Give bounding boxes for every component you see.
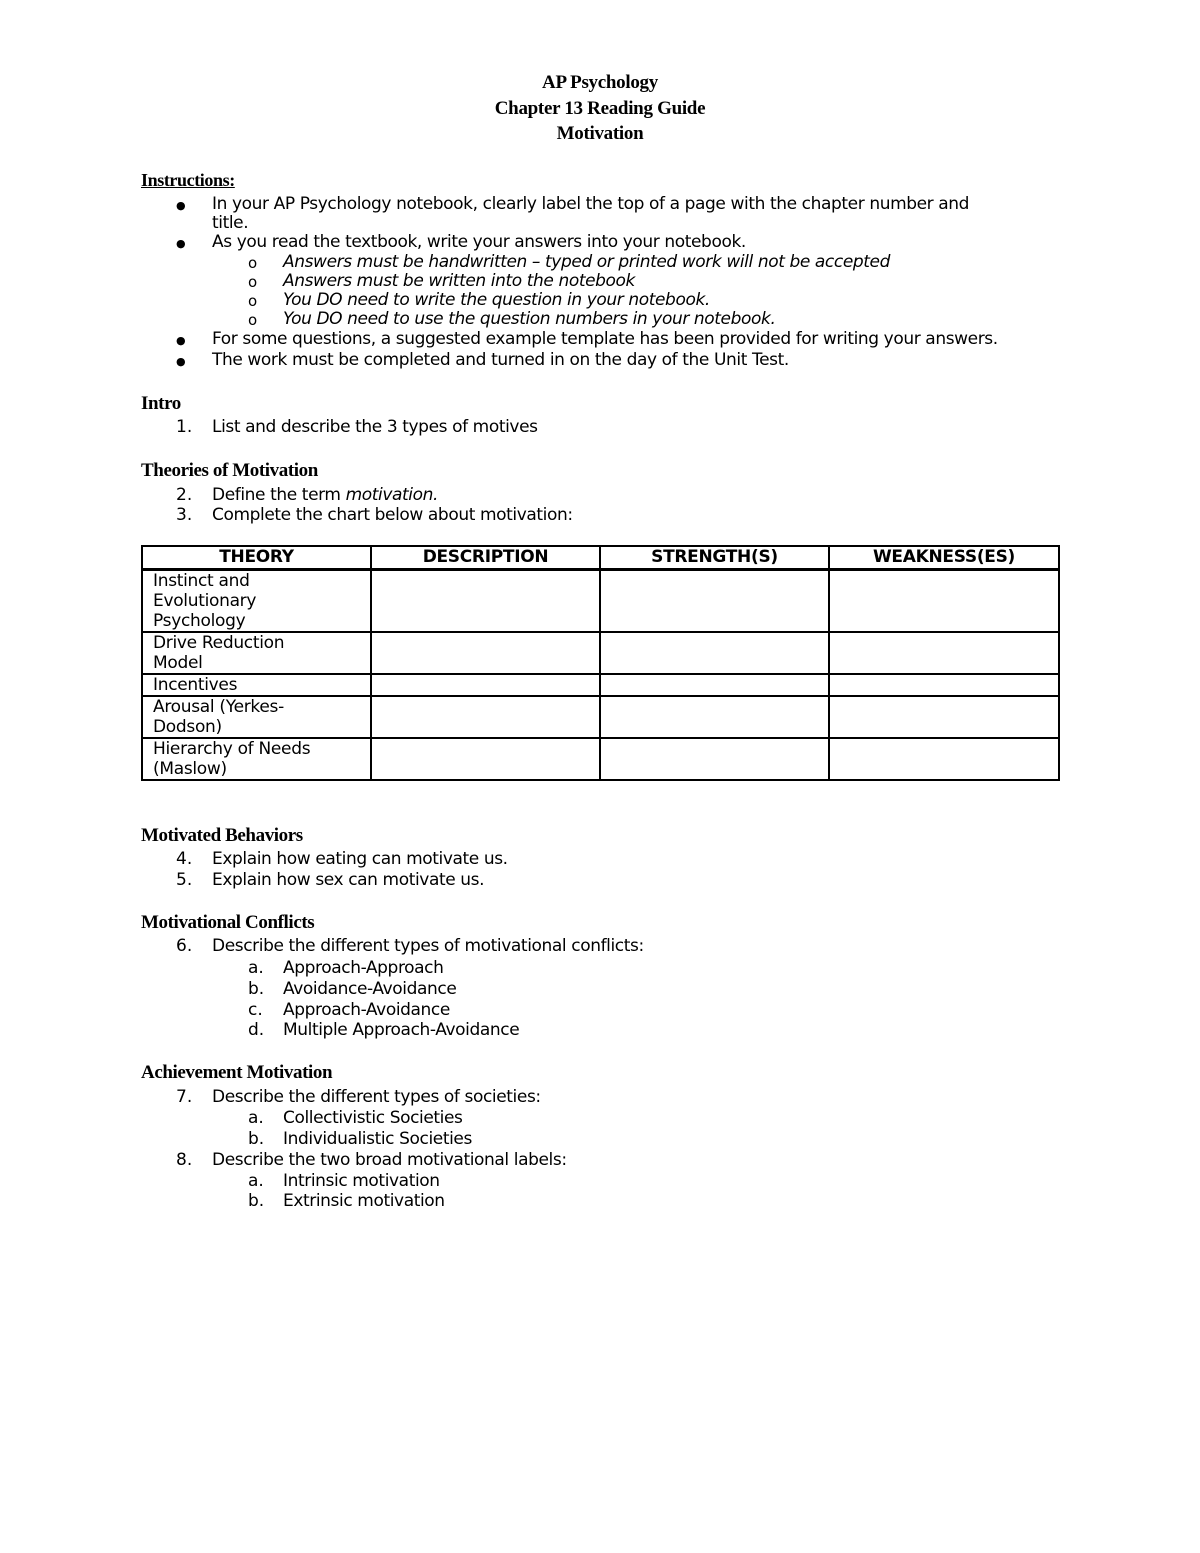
question-number: 1. xyxy=(176,417,193,437)
conflict-item: Avoidance-Avoidance xyxy=(283,979,457,999)
theory-line: Instinct and xyxy=(153,571,250,591)
bullet-icon: ● xyxy=(176,355,186,368)
theory-line: Incentives xyxy=(153,675,238,695)
sub-instruction-3: You DO need to write the question in your notebook. xyxy=(283,290,710,310)
item-letter: a. xyxy=(248,1171,264,1191)
conflict-item: Approach-Approach xyxy=(283,958,444,978)
motivation-theory-chart xyxy=(141,545,1060,781)
blank-cell[interactable] xyxy=(371,696,600,738)
blank-cell[interactable] xyxy=(829,570,1059,633)
table-row xyxy=(142,696,1059,738)
item-letter: d. xyxy=(248,1020,265,1040)
topic-title: Motivation xyxy=(556,123,644,144)
blank-cell[interactable] xyxy=(600,570,829,633)
theory-cell xyxy=(142,570,371,633)
theory-cell xyxy=(142,632,371,674)
theories-heading: Theories of Motivation xyxy=(141,460,318,481)
intro-heading: Intro xyxy=(141,393,181,414)
blank-cell[interactable] xyxy=(829,738,1059,780)
blank-cell[interactable] xyxy=(600,738,829,780)
question-number: 5. xyxy=(176,870,193,890)
blank-cell[interactable] xyxy=(600,696,829,738)
theory-cell xyxy=(142,696,371,738)
question-3: Complete the chart below about motivation: xyxy=(212,505,573,525)
sub-instruction-2: Answers must be written into the notebook xyxy=(283,271,635,291)
item-letter: c. xyxy=(248,1000,263,1020)
table-row xyxy=(142,674,1059,696)
theory-line: Dodson) xyxy=(153,717,222,737)
sub-bullet-icon: o xyxy=(248,273,258,291)
sub-bullet-icon: o xyxy=(248,311,258,329)
sub-bullet-icon: o xyxy=(248,254,258,272)
table-row xyxy=(142,570,1059,633)
header-description: DESCRIPTION xyxy=(371,546,600,570)
question-6: Describe the different types of motivational conflicts: xyxy=(212,936,644,956)
motivation-label-item: Intrinsic motivation xyxy=(283,1171,440,1191)
question-2 xyxy=(212,485,438,505)
question-number: 2. xyxy=(176,485,193,505)
table-row xyxy=(142,738,1059,780)
item-letter: b. xyxy=(248,1191,265,1211)
conflicts-heading: Motivational Conflicts xyxy=(141,912,315,933)
question-7: Describe the different types of societies: xyxy=(212,1087,541,1107)
question-number: 6. xyxy=(176,936,193,956)
theory-line: Psychology xyxy=(153,611,246,631)
theory-line: Evolutionary xyxy=(153,591,257,611)
blank-cell[interactable] xyxy=(600,674,829,696)
sub-instruction-1: Answers must be handwritten – typed or printed work will not be accepted xyxy=(283,252,890,272)
question-number: 3. xyxy=(176,505,193,525)
achievement-heading: Achievement Motivation xyxy=(141,1062,333,1083)
item-letter: b. xyxy=(248,1129,265,1149)
sub-instruction-4: You DO need to use the question numbers in your notebook. xyxy=(283,309,776,329)
motivation-label-item: Extrinsic motivation xyxy=(283,1191,445,1211)
bullet-icon: ● xyxy=(176,237,186,250)
item-letter: a. xyxy=(248,1108,264,1128)
behaviors-heading: Motivated Behaviors xyxy=(141,825,303,846)
theory-line: (Maslow) xyxy=(153,759,227,779)
instruction-1-cont: title. xyxy=(212,213,249,233)
question-8: Describe the two broad motivational labels: xyxy=(212,1150,567,1170)
chapter-title: Chapter 13 Reading Guide xyxy=(494,97,706,119)
question-number: 4. xyxy=(176,849,193,869)
blank-cell[interactable] xyxy=(829,674,1059,696)
instruction-1: In your AP Psychology notebook, clearly label the top of a page with the chapter number and xyxy=(212,194,970,214)
blank-cell[interactable] xyxy=(371,738,600,780)
bullet-icon: ● xyxy=(176,334,186,347)
theory-line: Hierarchy of Needs xyxy=(153,739,311,759)
theory-cell xyxy=(142,674,371,696)
item-letter: a. xyxy=(248,958,264,978)
blank-cell[interactable] xyxy=(371,570,600,633)
title-block xyxy=(0,70,1200,147)
question-number: 7. xyxy=(176,1087,193,1107)
bullet-icon: ● xyxy=(176,199,186,212)
question-4: Explain how eating can motivate us. xyxy=(212,849,508,869)
blank-cell[interactable] xyxy=(371,632,600,674)
theory-cell xyxy=(142,738,371,780)
question-1: List and describe the 3 types of motives xyxy=(212,417,538,437)
instruction-2: As you read the textbook, write your answers into your notebook. xyxy=(212,232,746,252)
instructions-heading: Instructions: xyxy=(141,170,235,190)
sub-bullet-icon: o xyxy=(248,292,258,310)
question-2-term: motivation. xyxy=(345,485,438,505)
question-5: Explain how sex can motivate us. xyxy=(212,870,485,890)
course-title: AP Psychology xyxy=(542,72,658,93)
instruction-4: The work must be completed and turned in on the day of the Unit Test. xyxy=(212,350,789,370)
question-number: 8. xyxy=(176,1150,193,1170)
item-letter: b. xyxy=(248,979,265,999)
instruction-3: For some questions, a suggested example template has been provided for writing your answers. xyxy=(212,329,998,349)
question-2-text: Define the term xyxy=(212,485,346,505)
header-theory: THEORY xyxy=(142,546,371,570)
blank-cell[interactable] xyxy=(371,674,600,696)
blank-cell[interactable] xyxy=(829,696,1059,738)
theory-line: Drive Reduction xyxy=(153,633,285,653)
table-row xyxy=(142,632,1059,674)
theory-line: Arousal (Yerkes- xyxy=(153,697,284,717)
theory-line: Model xyxy=(153,653,203,673)
header-weaknesses: WEAKNESS(ES) xyxy=(829,546,1059,570)
society-item: Collectivistic Societies xyxy=(283,1108,463,1128)
conflict-item: Multiple Approach-Avoidance xyxy=(283,1020,520,1040)
conflict-item: Approach-Avoidance xyxy=(283,1000,450,1020)
blank-cell[interactable] xyxy=(600,632,829,674)
society-item: Individualistic Societies xyxy=(283,1129,472,1149)
blank-cell[interactable] xyxy=(829,632,1059,674)
header-strengths: STRENGTH(S) xyxy=(600,546,829,570)
